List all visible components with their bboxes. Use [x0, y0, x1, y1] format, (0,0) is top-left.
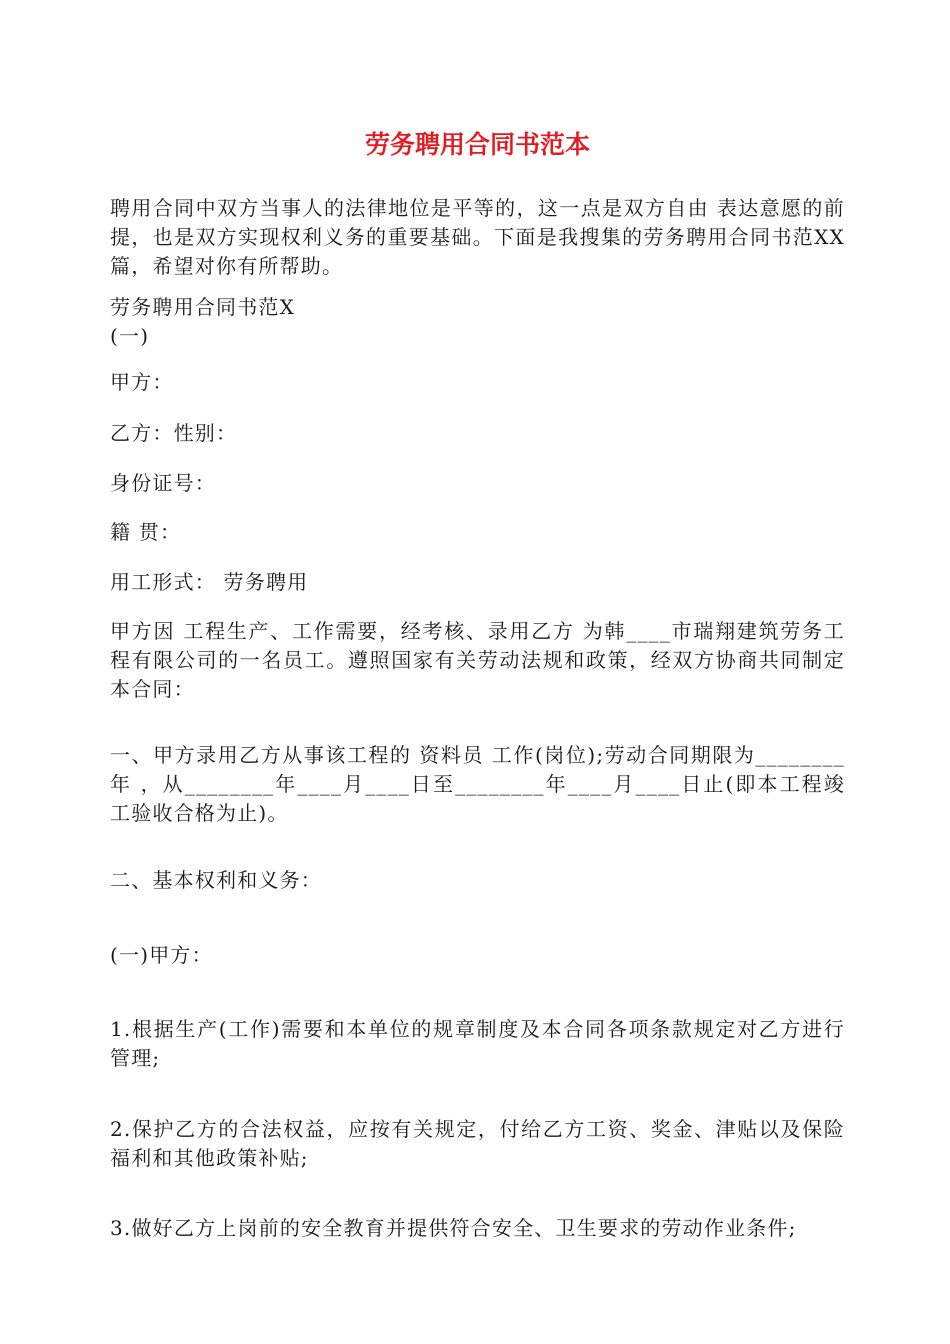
clause-two-heading: 二、基本权利和义务：: [110, 868, 322, 892]
intro-paragraph: 聘用合同中双方当事人的法律地位是平等的，这一点是双方自由 表达意愿的前提，也是双方实现权利义务的重要基础。下面是我搜集的劳务聘用合同书范XX篇，希望对你有所帮助。: [110, 196, 845, 278]
employment-form-field: 用工形式： 劳务聘用: [110, 570, 309, 594]
id-number-field: 身份证号：: [110, 471, 216, 495]
party-a-subheading: (一)甲方：: [110, 943, 213, 967]
document-title: 劳务聘用合同书范本: [364, 130, 590, 159]
party-a-field: 甲方：: [110, 370, 174, 394]
document-page: [110, 0, 845, 1344]
contract-preamble-paragraph: 甲方因 工程生产、工作需要，经考核、录用乙方 为韩____市瑞翔建筑劳务工程有限公司的一名员工。遵照国家有关劳动法规和政策，经双方协商共同制定本合同：: [110, 619, 845, 701]
party-b-field: 乙方：性别：: [110, 421, 238, 445]
item-three-paragraph: 3.做好乙方上岗前的安全教育并提供符合安全、卫生要求的劳动作业条件;: [110, 1216, 797, 1240]
item-two-paragraph: 2.保护乙方的合法权益，应按有关规定，付给乙方工资、奖金、津贴以及保险福利和其他政策补贴;: [110, 1117, 845, 1170]
native-place-field: 籍 贯：: [110, 520, 182, 544]
clause-one-paragraph: 一、甲方录用乙方从事该工程的 资料员 工作(岗位);劳动合同期限为________年 ，从________年____月____日至________年____月____日止(即本工程竣工验收合格为止)。: [110, 743, 845, 825]
item-one-paragraph: 1.根据生产(工作)需要和本单位的规章制度及本合同各项条款规定对乙方进行管理;: [110, 1017, 845, 1070]
section-heading: 劳务聘用合同书范X (一): [110, 295, 296, 348]
